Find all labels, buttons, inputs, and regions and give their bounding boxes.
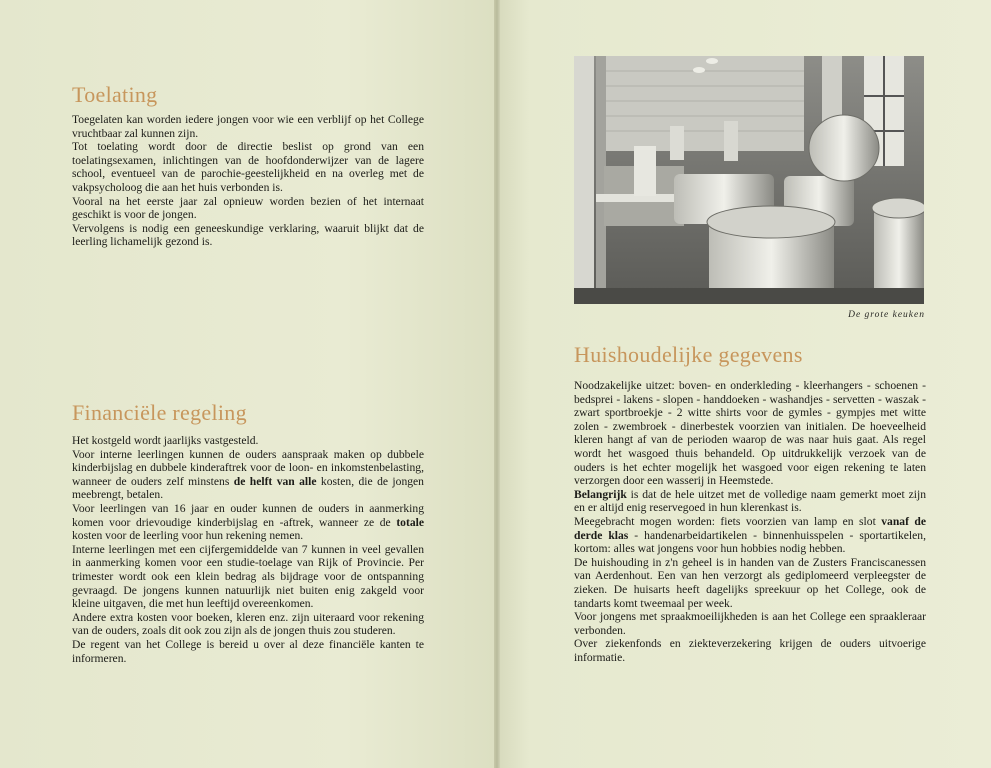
left-page [0,0,494,768]
photo-caption: De grote keuken [848,310,925,320]
financien-paragraph [72,502,424,543]
huishouden-paragraph: De huishouding in z'n geheel is in handen van de Zusters Franciscanessen van Aerdenhout. Een van hen verzorgt als gediplomeerd verpleegster de zieken. De huisarts heeft dagelijks spreekuur op het College, ook de tandarts komt tweemaal per week. [574,555,926,610]
huishouden-paragraph: Over ziekenfonds en ziekteverzekering krijgen de ouders uitvoerige informatie. [574,637,926,664]
text-run: Voor leerlingen van 16 jaar en ouder kunnen de ouders in aanmerking komen voor drievoudige kinderbijslag en -aftrek, wanneer ze de [72,501,424,529]
financien-paragraph [72,448,424,502]
toelating-paragraph: Vooral na het eerste jaar zal opnieuw worden bezien of het internaat geschikt is voor de jongen. [72,194,424,222]
huishouden-text [574,379,926,664]
toelating-paragraph: Vervolgens is nodig een geneeskundige verklaring, waaruit blijkt dat de leerling lichamelijk gezond is. [72,221,424,249]
bold-run: Belangrijk [574,487,627,501]
text-run: is dat de hele uitzet met de volledige naam gemerkt moet zijn en er altijd enig reservegoed in hun klerenkast is. [574,487,926,515]
kitchen-photo-illustration [574,56,924,304]
toelating-paragraph: Tot toelating wordt door de directie beslist op grond van een toelatingsexamen, inlichtingen van de hoofdonderwijzer van de lagere school, eventueel van de parochie-geestelijkheid en na overleg met de vakpsycholoog die aan het huis verbonden is. [72,140,424,194]
right-page [500,0,991,768]
text-run: kosten voor de leerling voor hun rekening nemen. [72,529,304,543]
huishouden-paragraph [574,488,926,515]
huishouden-paragraph [574,515,926,556]
heading-financiele-regeling: Financiële regeling [72,400,247,425]
text-run: - handenarbeidartikelen - binnenhuisspelen - sportartikelen, kortom: alles wat jongens voor hun hobbies nodig hebben. [574,528,926,556]
financien-paragraph: De regent van het College is bereid u over al deze financiële kanten te informeren. [72,637,424,665]
financien-paragraph: Andere extra kosten voor boeken, kleren enz. zijn uiteraard voor rekening van de ouders, zoals dit ook zou zijn als de jongen thuis zou studeren. [72,610,424,638]
toelating-paragraph: Toegelaten kan worden iedere jongen voor wie een verblijf op het College vruchtbaar zal kunnen zijn. [72,113,424,140]
bold-run: totale [396,515,424,529]
bold-run: vanaf de derde klas [574,514,926,542]
financien-text [72,434,424,665]
toelating-text [72,113,424,249]
heading-toelating: Toelating [72,82,158,107]
kitchen-photo [574,56,924,304]
huishouden-paragraph: Voor jongens met spraakmoeilijkheden is aan het College een spraakleraar verbonden. [574,610,926,637]
text-run: Meegebracht mogen worden: fiets voorzien van lamp en slot [574,514,882,528]
text-run: Voor interne leerlingen kunnen de ouders aanspraak maken op dubbele kinderbijslag en dubbele kinderaftrek voor de loon- en inkomstenbelasting, wanneer de ouders zelf minstens [72,447,424,488]
bold-run: de helft van alle [233,474,317,488]
heading-huishoudelijke-gegevens: Huishoudelijke gegevens [574,342,803,367]
huishouden-paragraph: Noodzakelijke uitzet: boven- en onderkleding - kleerhangers - schoenen - bedsprei - lakens - slopen - handdoeken - washandjes - servetten - waszak - zwart sportbroekje - 2 witte shirts voor de gymles - gympjes met witte zolen - zwembroek - dinerbestek voorzien van initialen. De hoeveelheid kleren hangt af van de perioden waarop de was naar huis gaat. Als regel wordt het wasgoed thuis behandeld. Op uitdrukkelijk verzoek van de ouders is het echter mogelijk het wasgoed voor eigen rekening te laten verzorgen door een wasserij in Heemstede. [574,379,926,488]
text-run: kosten, die de jongen meebrengt, betalen. [72,474,424,502]
financien-paragraph: Het kostgeld wordt jaarlijks vastgesteld. [72,434,259,447]
financien-paragraph: Interne leerlingen met een cijfergemiddelde van 7 kunnen in veel gevallen in aanmerking komen voor een studie-toelage van Rijk of Provincie. Per trimester wordt ook een klein bedrag als bijdrage voor de ontspanning gevraagd. De jongens kunnen natuurlijk niet buiten enig zakgeld voor kleine uitgaven, die met hun leeftijd overeenkomen. [72,542,424,611]
